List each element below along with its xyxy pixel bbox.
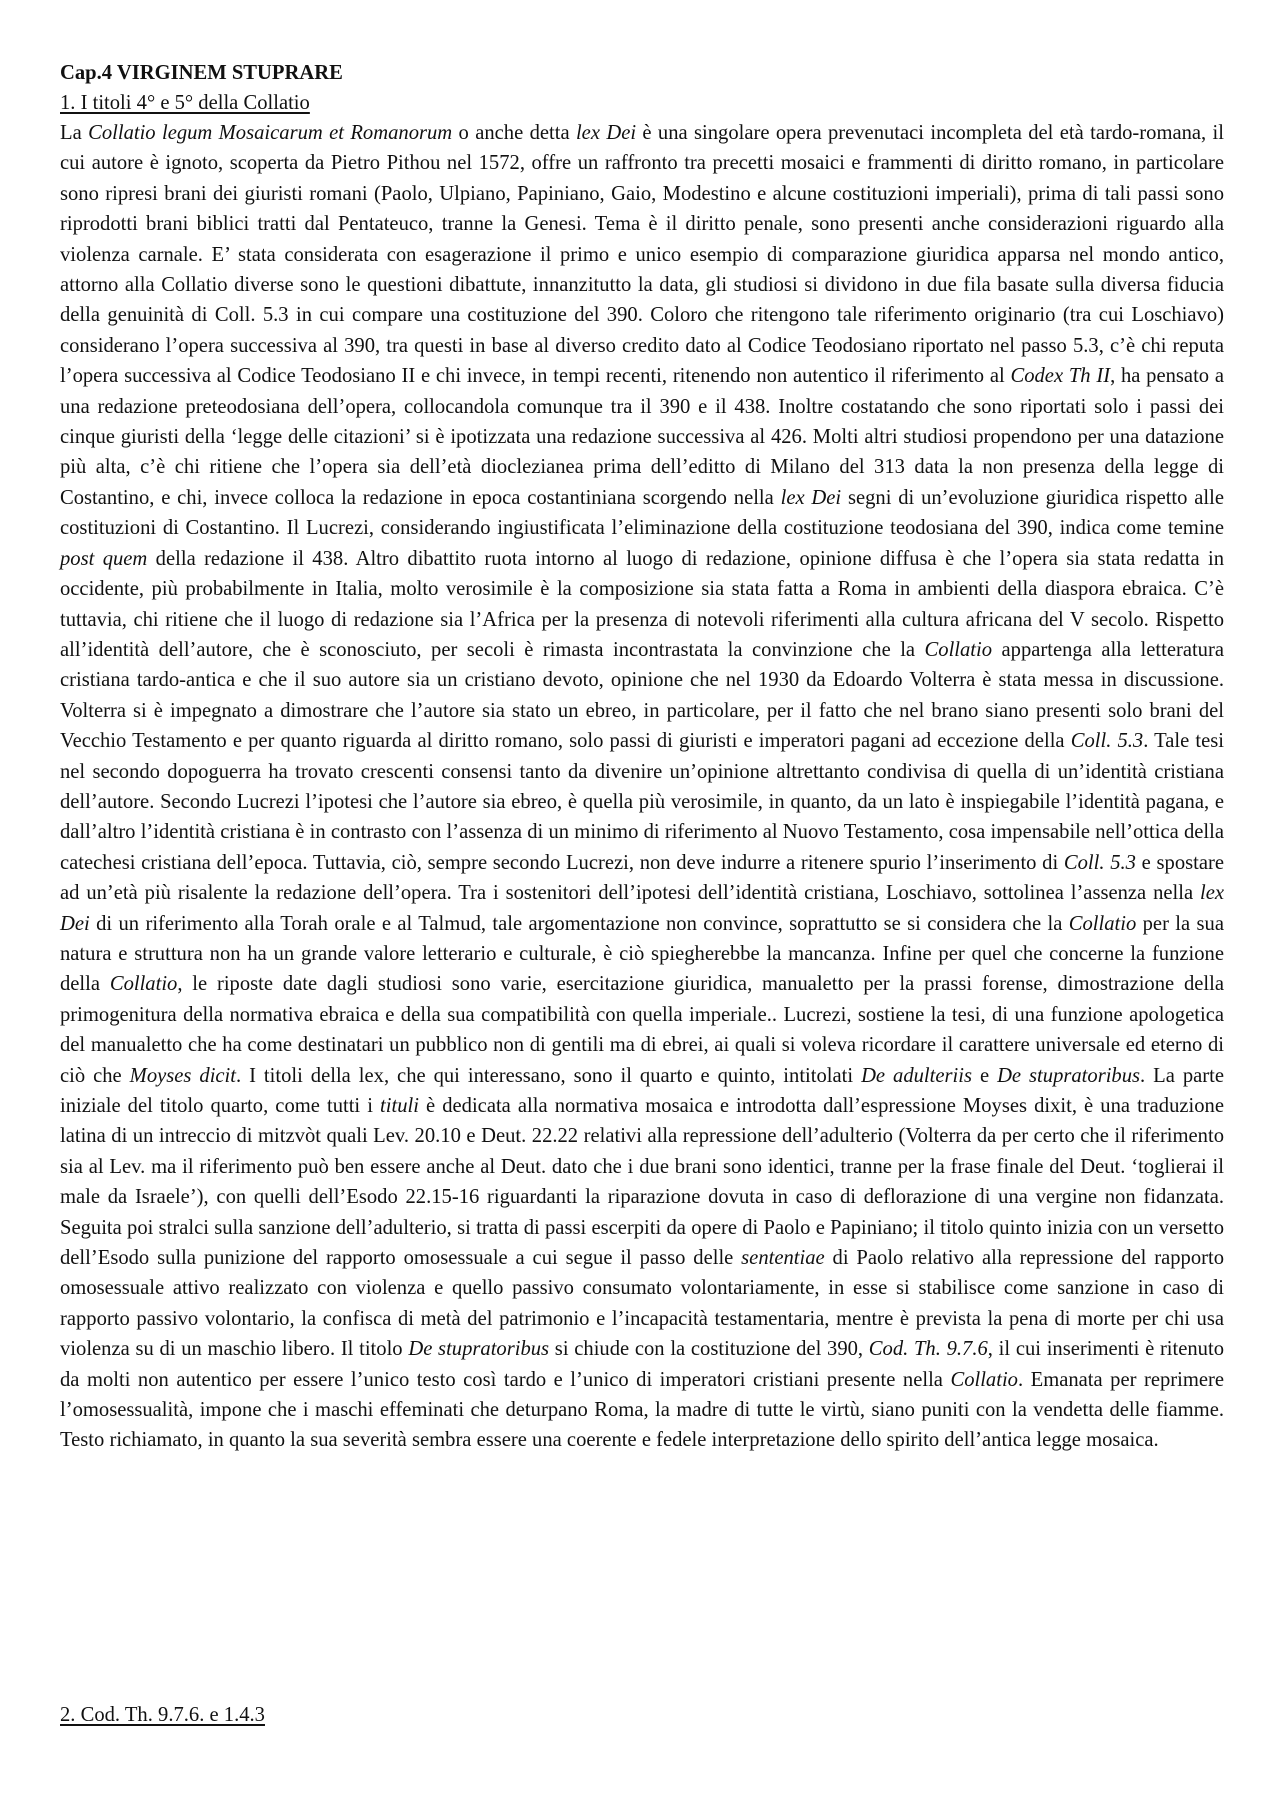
chapter-title: Cap.4 VIRGINEM STUPRARE (60, 62, 343, 84)
italic-text-run: lex Dei (575, 122, 637, 144)
italic-text-run: De adulteriis (861, 1064, 972, 1087)
italic-text-run: Coll. 5.3 (1070, 730, 1144, 753)
italic-text-run: Cod. Th. 9.7.6 (868, 1338, 988, 1361)
body-paragraph (60, 118, 1224, 1456)
italic-text-run: Collatio (109, 973, 178, 996)
text-run: di un riferimento alla Torah orale e al Talmud, tale argomentazione non convince, soprattutto se si considera che la (89, 912, 1069, 935)
section-1-title: 1. I titoli 4° e 5° della Collatio (60, 92, 310, 114)
text-run: . Emanata per reprimere l’omosessualità, impone che i maschi effeminati che deturpano Roma, la madre di tutte le virtù, siano puniti con la vendetta delle fiamme. Testo richiamato, in quanto la sua severità sembra essere una coerente e fedele interpretazione dello spirito dell’antica legge mosaica. (60, 1368, 1225, 1452)
italic-text-run: De stupratoribus (408, 1338, 550, 1361)
text-run: si chiude con la costituzione del 390, (549, 1338, 869, 1361)
italic-text-run: lex Dei (60, 882, 1224, 935)
text-run: segni di un’evoluzione giuridica rispetto alle costituzioni di Costantino. Il Lucrezi, considerando ingiustificata l’eliminazione della costituzione teodosiana del 390, indica come temine (60, 486, 1224, 540)
italic-text-run: Collatio (924, 638, 993, 661)
text-run: per la sua natura e struttura non ha un grande valore letterario e culturale, è ciò spiegherebbe la mancanza. Infine per quel che concerne la funzione della (60, 912, 1224, 996)
italic-text-run: De stupratoribus (997, 1064, 1141, 1087)
text-run: . I titoli della lex, che qui interessano, sono il quarto e quinto, intitolati (236, 1064, 862, 1087)
text-run: , il cui inserimenti è ritenuto da molti non autentico per essere l’unico testo così tardo e l’unico di imperatori cristiani presente nella (60, 1338, 1224, 1391)
text-run: . Tale tesi nel secondo dopoguerra ha trovato crescenti consensi tanto da divenire un’opinione altrettanto condivisa di quella di un’identità cristiana dell’autore. Secondo Lucrezi l’ipotesi che l’autore sia ebreo, è quella più verosimile, in quanto, da un lato è inspiegabile l’identità pagana, e dall’altro l’identità cristiana è in contrasto con l’assenza di un minimo di riferimento al Nuovo Testamento, cosa impensabile nell’ottica della catechesi cristiana dell’epoca. Tuttavia, ciò, sempre secondo Lucrezi, non deve indurre a ritenere spurio l’inserimento di (60, 730, 1224, 874)
text-run: , ha pensato a una redazione preteodosiana dell’opera, collocandola comunque tra il 390 e il 438. Inoltre costatando che sono riportati solo i passi dei cinque giuristi della ‘legge delle citazioni’ si è ipotizzata una redazione successiva al 426. Molti altri studiosi propendono per una datazione più alta, c’è chi ritiene che l’opera sia dell’età dioclezianea prima dell’editto di Milano del 313 data la non presenza della legge di Costantino, e chi, invece colloca la redazione in epoca costantiniana scorgendo nella (60, 365, 1224, 509)
section-2-title: 2. Cod. Th. 9.7.6. e 1.4.3 (60, 1704, 265, 1726)
italic-text-run: sententiae (741, 1247, 825, 1270)
text-run: , le riposte date dagli studiosi sono varie, esercitazione giuridica, manualetto per la prassi forense, dimostrazione della primogenitura della normativa ebraica e della sua compatibilità con quella imperiale.. Lucrezi, sostiene la tesi, di una funzione apologetica del manualetto che ha come destinatari un pubblico non di gentili ma di ebrei, ai quali si voleva ricordare il carattere universale ed eterno di ciò che (60, 973, 1224, 1087)
text-run: appartenga alla letteratura cristiana tardo-antica e che il suo autore sia un cristiano devoto, opinione che nel 1930 da Edoardo Volterra è stata messa in discussione. Volterra si è impegnato a dimostrare che l’autore sia stato un ebreo, in particolare, per il fatto che nel brano siano presenti solo brani del Vecchio Testamento e per quanto riguarda al diritto romano, solo passi di giuristi e imperatori pagani ad eccezione della (60, 638, 1224, 753)
text-run: è dedicata alla normativa mosaica e introdotta dall’espressione Moyses dixit, è una traduzione latina di un intreccio di mitzvòt quali Lev. 20.10 e Deut. 22.22 relativi alla repressione dell’adulterio (Volterra da per certo che il riferimento sia al Lev. ma il riferimento può ben essere anche al Deut. dato che i due brani sono identici, tranne per la frase finale del Deut. ‘toglierai il male da Israele’), con quelli dell’Esodo 22.15-16 riguardanti la riparazione dovuta in caso di deflorazione di una vergine non fidanzata. Seguita poi stralci sulla sanzione dell’adulterio, si tratta di passi escerpiti da opere di Paolo e Papiniano; il titolo quinto inizia con un versetto dell’Esodo sulla punizione del rapporto omosessuale a cui segue il passo delle (60, 1095, 1224, 1270)
italic-text-run: Collatio legum Mosaicarum et Romanorum (88, 122, 453, 144)
italic-text-run: Collatio (950, 1368, 1018, 1391)
italic-text-run: lex Dei (780, 486, 842, 509)
text-run: è una singolare opera prevenutaci incompleta del età tardo-romana, il cui autore è ignoto, scoperta da Pietro Pithou nel 1572, offre un raffronto tra precetti mosaici e frammenti di diritto romano, in particolare sono ripresi brani dei giuristi romani (Paolo, Ulpiano, Papiniano, Gaio, Modestino e alcune costituzioni imperiali), prima di tali passi sono riprodotti brani biblici tratti dal Pentateuco, tranne la Genesi. Tema è il diritto penale, sono presenti anche considerazioni riguardo alla violenza carnale. E’ stata considerata con esagerazione il primo e unico esempio di comparazione giuridica apparsa nel mondo antico, attorno alla Collatio diverse sono le questioni dibattute, innanzitutto la data, gli studiosi si dividono in due fila basate sulla diversa fiducia della genuinità di Coll. 5.3 in cui compare una costituzione del 390. Coloro che ritengono tale riferimento originario (tra cui Loschiavo) considerano l’opera successiva al 390, tra questi in base al diverso credito dato al Codice Teodosiano riportato nel passo 5.3, c’è chi reputa l’opera successiva al Codice Teodosiano II e chi invece, in tempi recenti, ritenendo non autentico il riferimento al (60, 122, 1224, 388)
italic-text-run: Moyses dicit (129, 1064, 236, 1087)
italic-text-run: tituli (380, 1095, 419, 1117)
italic-text-run: post quem (60, 547, 148, 570)
text-run: della redazione il 438. Altro dibattito ruota intorno al luogo di redazione, opinione diffusa è che l’opera sia stata redatta in occidente, più probabilmente in Italia, molto verosimile è la composizione sia stata fatta a Roma in ambienti della diaspora ebraica. C’è tuttavia, chi ritiene che il luogo di redazione sia l’Africa per la presenza di notevoli riferimenti alla cultura africana del V secolo. Rispetto all’identità dell’autore, che è sconosciuto, per secoli è rimasta incontrastata la convinzione che la (60, 547, 1224, 661)
text-run: e spostare ad un’età più risalente la redazione dell’opera. Tra i sostenitori dell’ipotesi dell’identità cristiana, Loschiavo, sottolinea l’assenza nella (60, 851, 1224, 905)
text-run: La (60, 122, 89, 144)
italic-text-run: Coll. 5.3 (1063, 851, 1136, 874)
text-run: . La parte iniziale del titolo quarto, come tutti i (60, 1064, 1224, 1117)
text-run: o anche detta (452, 122, 576, 144)
text-run: e (971, 1064, 998, 1087)
italic-text-run: Collatio (1068, 912, 1137, 935)
italic-text-run: Codex Th II (1010, 365, 1111, 388)
text-run: di Paolo relativo alla repressione del rapporto omosessuale attivo realizzato con violenza e quello passivo consumato volontariamente, in esse si stabilisce come sanzione in caso di rapporto passivo volontario, la confisca di metà del patrimonio e l’incapacità testamentaria, mentre è prevista la pena di morte per chi usa violenza su di un maschio libero. Il titolo (60, 1247, 1224, 1361)
document-page (60, 58, 1224, 1456)
